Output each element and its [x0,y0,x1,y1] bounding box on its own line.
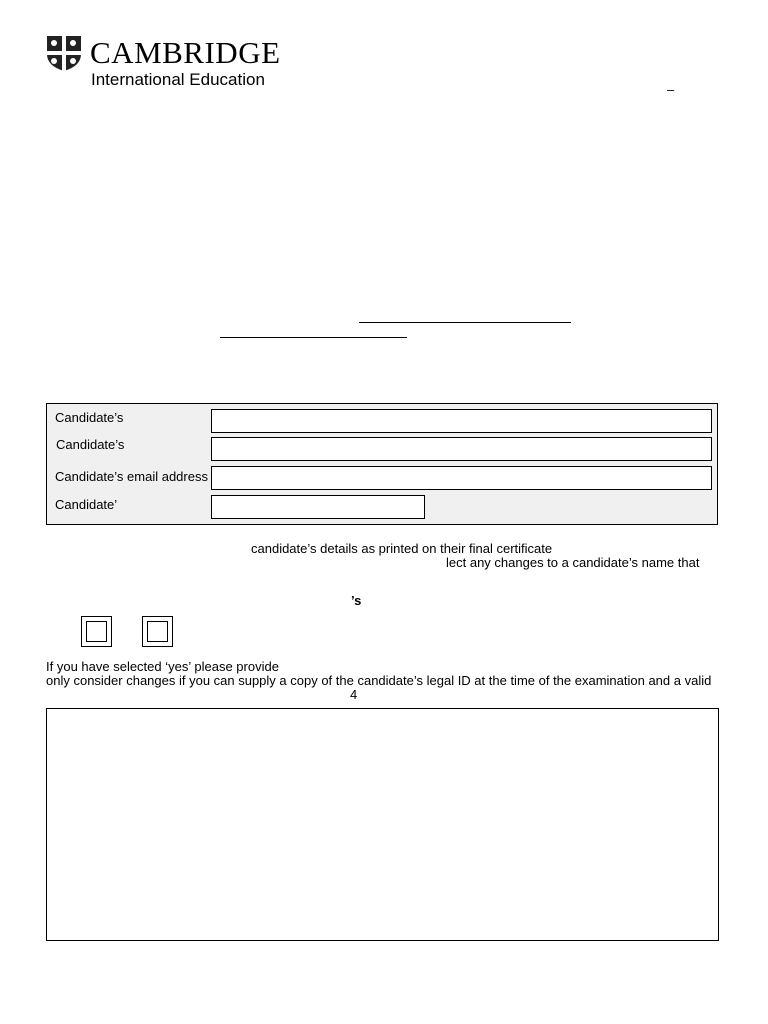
instruction-line-3: 4 [350,687,358,702]
candidate-field-4[interactable] [211,495,425,519]
candidate-email-field[interactable] [211,466,712,490]
crest-icon [45,34,83,72]
instruction-line-2: only consider changes if you can supply a copy of the candidate’s legal ID at the time of the examination and a valid [46,673,712,688]
fill-in-line-2 [220,337,407,338]
note-line-1: candidate’s details as printed on their final certificate [251,541,553,556]
candidate-field-2[interactable] [211,437,712,461]
note-line-3: ’s [351,593,362,608]
yes-checkbox[interactable] [81,616,112,647]
candidate-field-1[interactable] [211,409,712,433]
checkbox-inner [86,621,107,642]
candidate-label-4: Candidate’ [55,497,118,512]
candidate-label-1: Candidate’s [55,410,124,425]
header-dash: – [667,82,675,97]
no-checkbox[interactable] [142,616,173,647]
fill-in-line-1 [359,322,571,323]
checkbox-inner [147,621,168,642]
details-textarea[interactable] [46,708,719,941]
brand-title: CAMBRIDGE [90,35,281,70]
candidate-label-2: Candidate’s [56,437,125,452]
instruction-line-1: If you have selected ‘yes’ please provide [46,659,279,674]
cambridge-logo [45,34,285,90]
candidate-email-label: Candidate’s email address [55,469,208,484]
brand-subtitle: International Education [91,70,265,89]
note-line-2: lect any changes to a candidate’s name that [446,555,700,570]
